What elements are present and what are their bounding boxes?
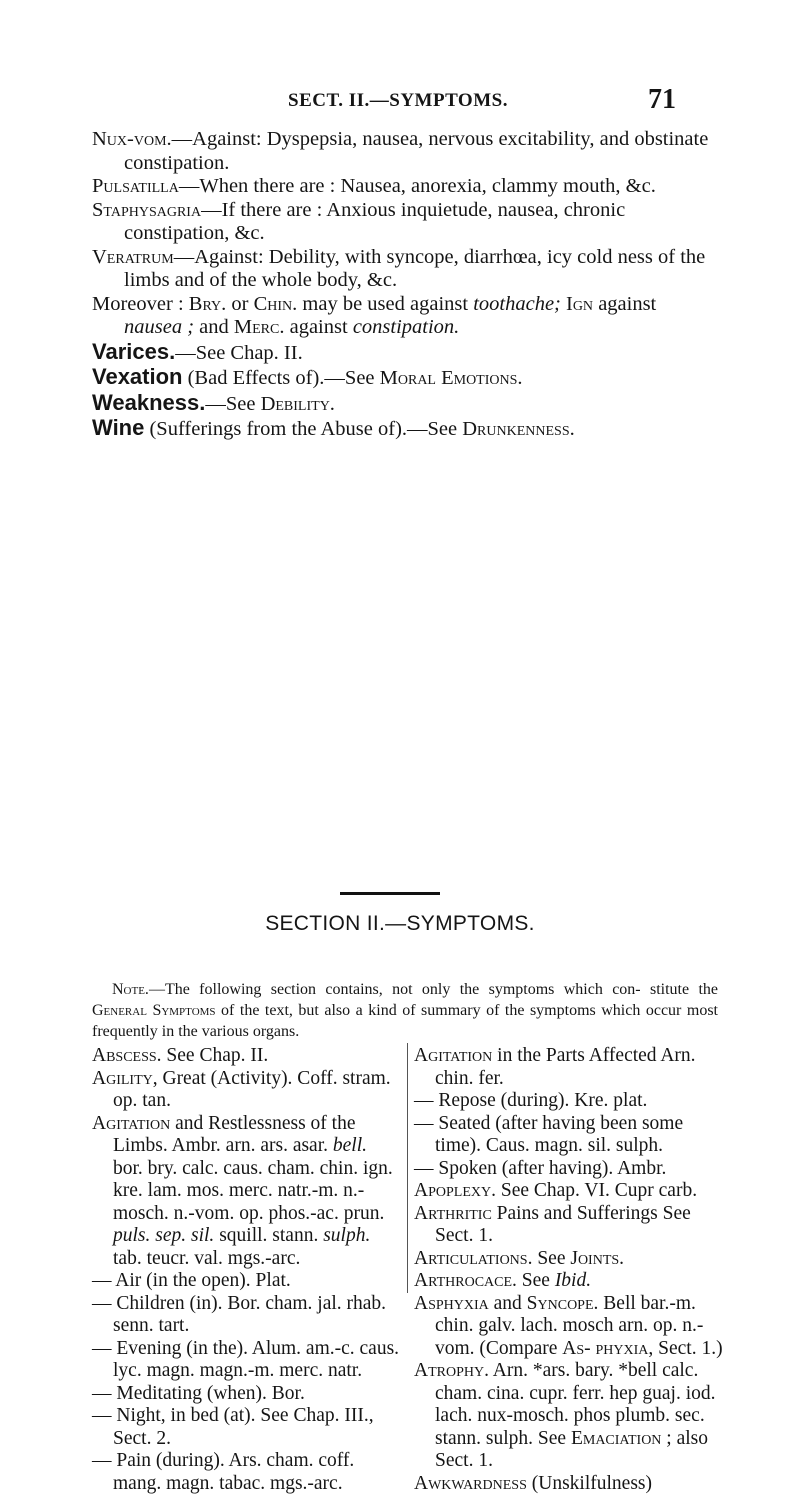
entry-varices: Varices.—See Chap. II. xyxy=(92,340,710,366)
symptom-column-left xyxy=(92,1045,400,1495)
remedy-entries xyxy=(92,128,710,442)
moreover-paragraph: Moreover : Bry. or Chin. may be used against toothache; Ign against nausea ; and Merc. against constipation. xyxy=(92,293,710,340)
symptom-entry: — Repose (during). Kre. plat. xyxy=(414,1090,724,1113)
symptom-entry: — Seated (after having been some time). Caus. magn. sil. sulph. xyxy=(414,1113,724,1158)
symptom-entry: Awkwardness (Unskilfulness) xyxy=(414,1473,724,1495)
running-head: SECT. II.—SYMPTOMS. xyxy=(288,90,508,112)
section-divider xyxy=(340,892,440,895)
symptom-entry: Arthritic Pains and Sufferings See Sect. 1. xyxy=(414,1203,724,1248)
symptom-column-right xyxy=(414,1045,724,1495)
column-divider xyxy=(407,1043,408,1293)
symptom-entry: Articulations. See Joints. xyxy=(414,1248,724,1271)
symptom-entry: — Air (in the open). Plat. xyxy=(92,1270,400,1293)
entry: Nux-vom.—Against: Dyspepsia, nausea, nervous excitability, and obstinate constipation. xyxy=(92,128,710,175)
symptom-entry: — Spoken (after having). Ambr. xyxy=(414,1158,724,1181)
symptom-entry: Apoplexy. See Chap. VI. Cupr carb. xyxy=(414,1180,724,1203)
symptom-entry: Asphyxia and Syncope. Bell bar.-m. chin. galv. lach. mosch arn. op. n.-vom. (Compare As- phyxia, Sect. 1.) xyxy=(414,1293,724,1361)
symptom-entry: Arthrocace. See Ibid. xyxy=(414,1270,724,1293)
page-number: 71 xyxy=(648,84,676,116)
section-title: SECTION II.—SYMPTOMS. xyxy=(0,912,800,936)
entry: Veratrum—Against: Debility, with syncope, diarrhœa, icy cold ness of the limbs and of the whole body, &c. xyxy=(92,246,710,293)
section-note: Note.—The following section contains, not only the symptoms which con- stitute the General Symptoms of the text, but also a kind of summary of the symptoms which occur most frequently in the various organs. xyxy=(92,979,718,1042)
symptom-entry: Agility, Great (Activity). Coff. stram. op. tan. xyxy=(92,1068,400,1113)
symptom-entry: — Pain (during). Ars. cham. coff. mang. magn. tabac. mgs.-arc. xyxy=(92,1450,400,1495)
entry: Staphysagria—If there are : Anxious inquietude, nausea, chronic constipation, &c. xyxy=(92,199,710,246)
symptom-entry: — Evening (in the). Alum. am.-c. caus. lyc. magn. magn.-m. merc. natr. xyxy=(92,1338,400,1383)
symptom-entry: Atrophy. Arn. *ars. bary. *bell calc. cham. cina. cupr. ferr. hep guaj. iod. lach. nux-mosch. phos plumb. sec. stann. sulph. See Emaciation ; also Sect. 1. xyxy=(414,1360,724,1473)
symptom-entry: Abscess. See Chap. II. xyxy=(92,1045,400,1068)
symptom-entry: — Children (in). Bor. cham. jal. rhab. senn. tart. xyxy=(92,1293,400,1338)
entry-vexation: Vexation (Bad Effects of).—See Moral Emotions. xyxy=(92,365,710,391)
entry-wine: Wine (Sufferings from the Abuse of).—See Drunkenness. xyxy=(92,416,710,442)
symptom-entry: Agitation and Restlessness of the Limbs. Ambr. arn. ars. asar. bell. bor. bry. calc. caus. cham. chin. ign. kre. lam. mos. merc. natr.-m. n.-mosch. n.-vom. op. phos.-ac. prun. puls. sep. sil. squill. stann. sulph. tab. teucr. val. mgs.-arc. xyxy=(92,1113,400,1271)
symptom-entry: Agitation in the Parts Affected Arn. chin. fer. xyxy=(414,1045,724,1090)
symptom-entry: — Meditating (when). Bor. xyxy=(92,1383,400,1406)
entry-weakness: Weakness.—See Debility. xyxy=(92,391,710,417)
entry: Pulsatilla—When there are : Nausea, anorexia, clammy mouth, &c. xyxy=(92,175,710,199)
symptom-entry: — Night, in bed (at). See Chap. III., Sect. 2. xyxy=(92,1405,400,1450)
page-header xyxy=(0,84,800,124)
